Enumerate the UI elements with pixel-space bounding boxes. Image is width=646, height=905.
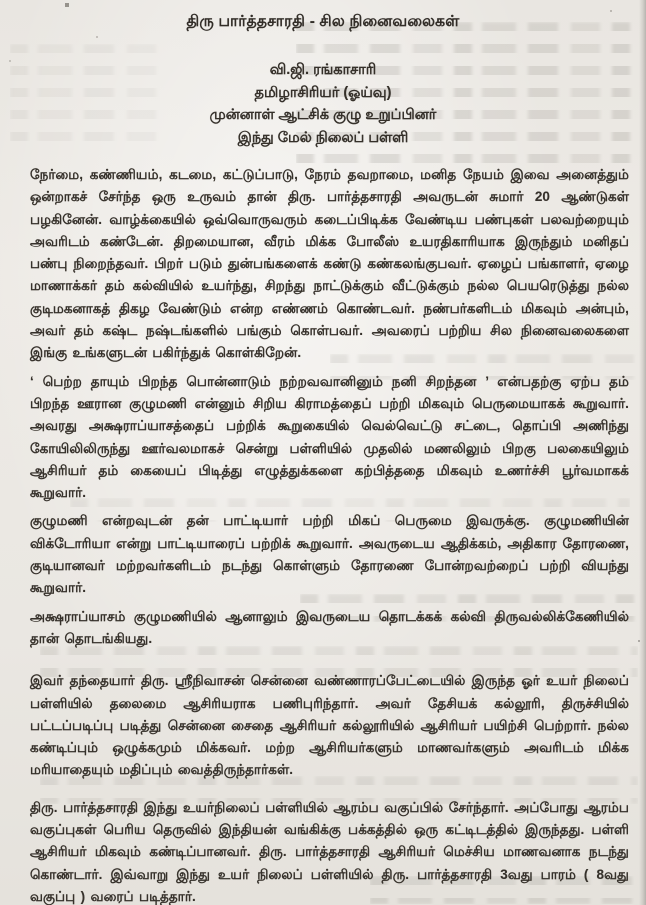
paragraph-early-education: அக்ஷராப்யாசம் குழுமணியில் ஆனாலும் இவருடைய தொடக்கக் கல்வி திருவல்லிக்கேணியில் தான் தொடங்கியது. (30, 608, 629, 646)
page-title: திரு பார்த்தசாரதி - சில நினைவலைகள் (186, 13, 460, 30)
paragraph-introduction: நேர்மை, கண்ணியம், கடமை, கட்டுப்பாடு, நேரம் தவறாமை, மனித நேயம் இவை அனைத்தும் ஒன்றாகச் சேர்ந்த ஒரு உருவம் தான் திரு. பார்த்தசாரதி அவருடன் சுமார் 20 ஆண்டுகள் பழகினேன். வாழ்க்கையில் ஒவ்வொருவரும் கடைப்பிடிக்க வேண்டிய பண்புகள் பலவற்றையும் அவரிடம் கண்டேன். திறமையான, வீரம் மிக்க போலீஸ் உயரதிகாரியாக இருந்தும் மனிதப் பண்பு நிறைந்தவர். பிறர் படும் துன்பங்களைக் கண்டு கண்கலங்குபவர். ஏழைப் பங்காளர், ஏழை மாணாக்கர் தம் கல்வியில் உயர்ந்து, சிறந்து நாட்டுக்கும் வீட்டுக்கும் நல்ல பெயரெடுத்து நல்ல குடிமகனாகத் திகழ வேண்டும் என்ற எண்ணம் கொண்டவர். நண்பர்களிடம் மிகவும் அன்பும், அவர் தம் கஷ்ட நஷ்டங்களில் பங்கும் கொள்பவர். அவரைப் பற்றிய சில நினைவலைகளை இங்கு உங்களுடன் பகிர்ந்துக் கொள்கிறேன். (30, 167, 629, 361)
author-role: தமிழாசிரியர் (ஓய்வு) (254, 84, 392, 101)
byline-block (0, 59, 646, 149)
paragraph-hindu-school: திரு. பார்த்தசாரதி இந்து உயர்நிலைப் பள்ளியில் ஆரம்ப வகுப்பில் சேர்ந்தார். அப்போது ஆரம்ப வகுப்புகள் பெரிய தெருவில் இந்தியன் வங்கிக்கு பக்கத்தில் ஒரு கட்டிடத்தில் இருந்தது. பள்ளி ஆசிரியர் மிகவும் கண்டிப்பானவர். திரு. பார்த்தசாரதி ஆசிரியர் மெச்சிய மாணவனாக நடந்து கொண்டார். இவ்வாறு இந்து உயர் நிலைப் பள்ளியில் திரு. பார்த்தசாரதி 3வது பாரம் ( 8வது வகுப்பு ) வரைப் படித்தார். (30, 799, 629, 904)
paragraph-grandmother: குழுமணி என்றவுடன் தன் பாட்டியார் பற்றி மிகப் பெருமை இவருக்கு. குழுமணியின் விக்டோரியா என்று பாட்டியாரைப் பற்றிக் கூறுவார். அவருடைய ஆதிக்கம், அதிகார தோரணை, குடியானவர் மற்றவர்களிடம் நடந்து கொள்ளும் தோரணை போன்றவற்றைப் பற்றி வியந்து கூறுவார். (30, 513, 629, 596)
author-name: வி.ஜி. ரங்காசாரி (269, 62, 377, 78)
paragraph-father: இவர் தந்தையார் திரு. ஸ்ரீநிவாசன் சென்னை வண்ணாரப்பேட்டையில் இருந்த ஓர் உயர் நிலைப் பள்ளியில் தலைமை ஆசிரியராக பணிபுரிந்தார். அவர் தேசியக் கல்லூரி, திருச்சியில் பட்டப்படிப்பு படித்து சென்னை சைதை ஆசிரியர் கல்லூரியில் ஆசிரியர் பயிற்சி பெற்றார். நல்ல கண்டிப்பும் ஒழுக்கமும் மிக்கவர். மற்ற ஆசிரியர்களும் மாணவர்களும் அவரிடம் மிக்க மரியாதையும் மதிப்பும் வைத்திருந்தார்கள். (30, 673, 629, 778)
paragraph-birthplace: ‘ பெற்ற தாயும் பிறந்த பொன்னாடும் நற்றவவானினும் நனி சிறந்தன ’ என்பதற்கு ஏற்ப தம் பிறந்த ஊரான குழுமணி என்னும் சிறிய கிராமத்தைப் பற்றி மிகவும் பெருமையாகக் கூறுவார். அவரது அக்ஷராப்யாசத்தைப் பற்றிக் கூறுகையில் வெல்வெட்டு சட்டை, தொப்பி அணிந்து கோயிலிலிருந்து ஊர்வலமாகச் சென்று பள்ளியில் முதலில் மணலிலும் பிறகு பலகையிலும் ஆசிரியர் தம் கையைப் பிடித்து எழுத்துக்களை கற்பித்ததை மிகவும் உணர்ச்சி பூர்வமாகக் கூறுவார். (30, 373, 629, 501)
document-body (0, 164, 646, 905)
author-membership: முன்னாள் ஆட்சிக் குழு உறுப்பினர் (209, 107, 437, 123)
author-school: இந்து மேல் நிலைப் பள்ளி (237, 129, 409, 146)
